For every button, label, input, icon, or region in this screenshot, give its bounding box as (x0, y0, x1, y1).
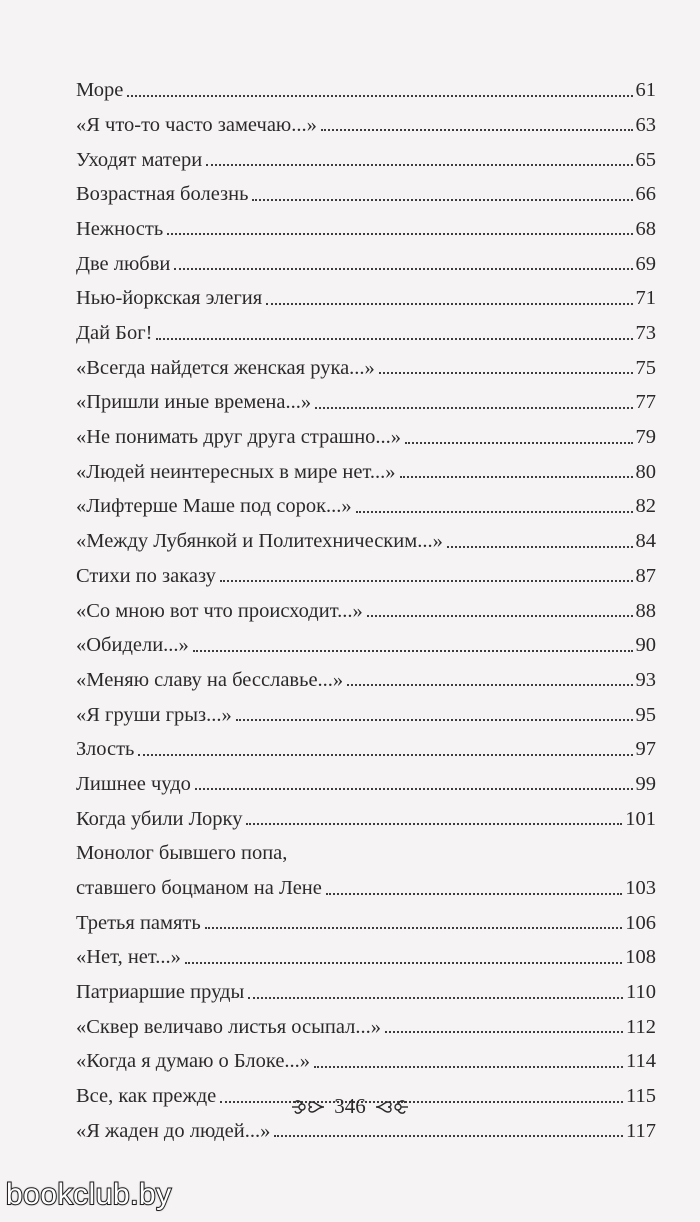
toc-entry (76, 621, 656, 656)
toc-entry (76, 968, 656, 1003)
toc-entry-title: «Я груши грыз...» (76, 703, 232, 726)
toc-entry (76, 413, 656, 448)
toc-entry-title: Дай Бог! (76, 322, 153, 344)
toc-entry-page: 97 (635, 738, 656, 761)
toc-entry (76, 656, 656, 691)
dot-leader (347, 684, 632, 686)
dot-leader (220, 580, 633, 582)
toc-entry (76, 448, 656, 483)
toc-entry-page: 115 (626, 1085, 656, 1108)
dot-leader (236, 719, 633, 721)
toc-entry-page: 71 (635, 287, 656, 310)
toc-entry-title: Когда убили Лорку (76, 807, 243, 830)
toc-entry-title: «Не понимать друг друга страшно...» (76, 426, 402, 449)
toc-entry (76, 794, 656, 829)
toc-entry-title: «Нет, нет...» (76, 946, 181, 969)
toc-entry-page: 87 (635, 564, 656, 587)
dot-leader (314, 1066, 623, 1068)
dot-leader (385, 1031, 623, 1033)
toc-entry-title: «Пришли иные времена...» (76, 391, 312, 414)
toc-entry (76, 517, 656, 552)
toc-entry-page: 80 (635, 460, 656, 483)
dot-leader (266, 303, 632, 305)
toc-entry-title: «Я жаден до людей...» (76, 1119, 271, 1142)
dot-leader (326, 893, 622, 895)
toc-entry-page: 75 (635, 356, 656, 379)
toc-entry-page: 69 (635, 252, 656, 275)
dot-leader (174, 268, 632, 270)
toc-entry-title: Третья память (76, 911, 201, 934)
dot-leader (315, 407, 632, 409)
toc-entry-title: «Со мною вот что происходит...» (76, 599, 363, 622)
toc-entry-title: Стихи по заказу (76, 564, 216, 587)
toc-entry (76, 205, 656, 240)
toc-entry (76, 725, 656, 760)
floral-ornament-icon (374, 1098, 410, 1116)
toc-entry (76, 1003, 656, 1038)
toc-entry-page: 77 (635, 391, 656, 414)
toc-entry-page: 101 (625, 807, 656, 830)
page-number: 346 (334, 1094, 366, 1118)
toc-entry-page: 93 (635, 668, 656, 691)
dot-leader (246, 823, 622, 825)
toc-entry-page: 99 (635, 772, 656, 795)
toc-entry-page: 106 (625, 911, 656, 934)
toc-entry-page: 88 (635, 599, 656, 622)
dot-leader (138, 754, 632, 756)
toc-entry-title: Две любви (76, 252, 171, 275)
dot-leader (321, 129, 633, 131)
toc-entry-title: «Обидели...» (76, 634, 189, 657)
toc-entry-page: 117 (626, 1119, 656, 1142)
toc-entry-page: 66 (635, 183, 656, 206)
dot-leader (274, 1135, 623, 1137)
toc-entry-page: 73 (635, 322, 656, 344)
toc-entry-title: Нью-йоркская элегия (76, 287, 263, 310)
toc-entry-title: «Всегда найдется женская рука...» (76, 356, 375, 379)
toc-entry-page: 112 (626, 1015, 656, 1038)
page-footer (0, 1094, 700, 1119)
toc-entry-page: 90 (635, 634, 656, 657)
dot-leader (405, 442, 632, 444)
dot-leader (400, 476, 633, 478)
toc-entry (76, 552, 656, 587)
watermark: bookclub.by (6, 1178, 172, 1211)
toc-entry-page: 68 (635, 217, 656, 240)
dot-leader (127, 95, 632, 97)
toc-entry-page: 95 (635, 703, 656, 726)
toc-entry-title: Лишнее чудо (76, 772, 191, 795)
toc-entry (76, 482, 656, 517)
toc-entry (76, 933, 656, 968)
toc-entry (76, 829, 656, 898)
toc-entry-title: ставшего боцманом на Лене (76, 877, 322, 900)
toc-entry-title: Море (76, 79, 124, 102)
dot-leader (447, 546, 633, 548)
toc-entry-title: «Меняю славу на бесславье...» (76, 668, 344, 691)
toc-entry-title: «Сквер величаво листья осыпал...» (76, 1015, 381, 1038)
toc-entry (76, 378, 656, 413)
dot-leader (379, 372, 633, 374)
toc-entry-title: «Между Лубянкой и Политехническим...» (76, 530, 443, 553)
toc-entry (76, 1037, 656, 1072)
dot-leader (167, 233, 632, 235)
toc-entry-title: Нежность (76, 217, 164, 240)
dot-leader (185, 962, 622, 964)
toc-entry (76, 170, 656, 205)
toc-entry-title: Патриаршие пруды (76, 981, 245, 1004)
dot-leader (195, 788, 633, 790)
dot-leader (252, 199, 632, 201)
dot-leader (156, 338, 632, 340)
toc-entry (76, 344, 656, 379)
toc-entry-page: 82 (635, 495, 656, 518)
toc-entry (76, 66, 656, 101)
dot-leader (367, 615, 633, 617)
dot-leader (356, 511, 633, 513)
dot-leader (248, 997, 623, 999)
toc-entry-page: 110 (626, 981, 656, 1004)
toc-entry (76, 899, 656, 934)
toc-entry-title: Все, как прежде (76, 1085, 217, 1108)
toc-entry (76, 760, 656, 795)
toc-entry-page: 108 (625, 946, 656, 969)
table-of-contents (76, 66, 656, 1141)
toc-entry-page: 114 (626, 1050, 656, 1073)
dot-leader (193, 650, 633, 652)
floral-ornament-icon (290, 1098, 326, 1116)
toc-entry-title: «Я что-то часто замечаю...» (76, 113, 317, 136)
toc-entry-page: 63 (635, 113, 656, 136)
dot-leader (206, 164, 632, 166)
toc-entry (76, 101, 656, 136)
toc-entry-page: 103 (625, 877, 656, 900)
toc-entry-page: 61 (635, 79, 656, 102)
toc-entry-title: Возрастная болезнь (76, 183, 249, 206)
dot-leader (205, 927, 623, 929)
toc-entry-title: «Когда я думаю о Блоке...» (76, 1050, 311, 1073)
toc-entry-title: Злость (76, 738, 135, 761)
toc-entry-page: 65 (635, 148, 656, 171)
toc-entry (76, 274, 656, 309)
toc-entry-page: 84 (635, 530, 656, 553)
toc-entry (76, 135, 656, 170)
toc-entry-title: «Людей неинтересных в мире нет...» (76, 460, 396, 483)
toc-entry (76, 309, 656, 344)
toc-entry-title: Уходят матери (76, 148, 203, 171)
toc-entry (76, 690, 656, 725)
toc-entry (76, 239, 656, 274)
toc-entry-title-line1: Монолог бывшего попа, (76, 842, 288, 865)
toc-entry (76, 586, 656, 621)
toc-entry-page: 79 (635, 426, 656, 449)
toc-entry-title: «Лифтерше Маше под сорок...» (76, 495, 352, 518)
